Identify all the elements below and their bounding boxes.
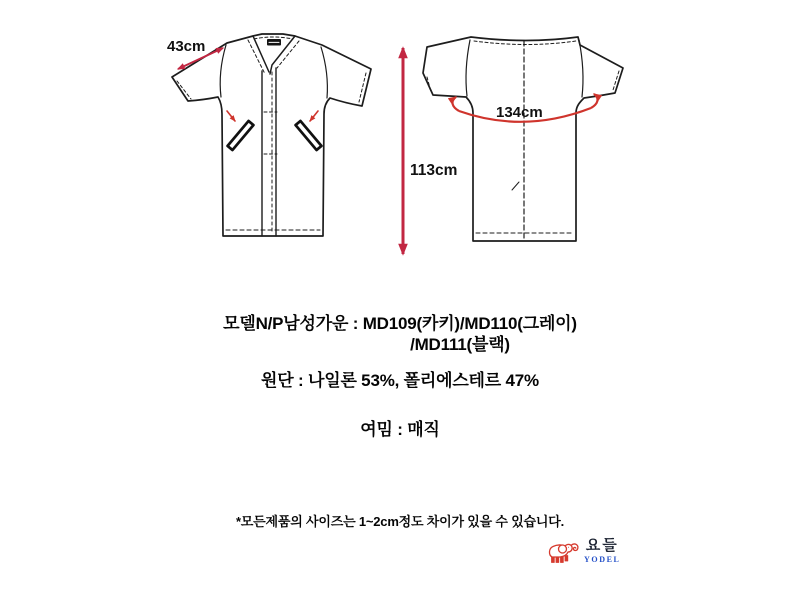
chest-measurement-label: 134cm	[496, 104, 543, 121]
brand-name-korean: 요들	[585, 537, 619, 554]
closure-info: 여밈 : 매직	[360, 420, 440, 439]
back-gown-outline	[423, 37, 623, 241]
model-info-line1: 모델N/P남성가운 : MD109(카키)/MD110(그레이)	[223, 314, 577, 333]
brand-name-english: YODEL	[584, 555, 621, 564]
back-gown-drawing	[423, 37, 623, 241]
size-tolerance-note: *모든제품의 사이즈는 1~2cm정도 차이가 있을 수 있습니다.	[235, 514, 565, 529]
elephant-logo-icon	[546, 538, 580, 566]
chest-arc-left-hook	[452, 97, 459, 111]
length-measurement-label: 113cm	[410, 162, 458, 179]
front-gown-drawing	[172, 34, 371, 236]
sleeve-measurement-label: 43cm	[167, 38, 206, 55]
fabric-info: 원단 : 나일론 53%, 폴리에스테르 47%	[261, 371, 539, 390]
model-info-line2: /MD111(블랙)	[410, 335, 510, 354]
brand-logo-text	[584, 538, 620, 564]
brand-logo	[546, 538, 620, 566]
